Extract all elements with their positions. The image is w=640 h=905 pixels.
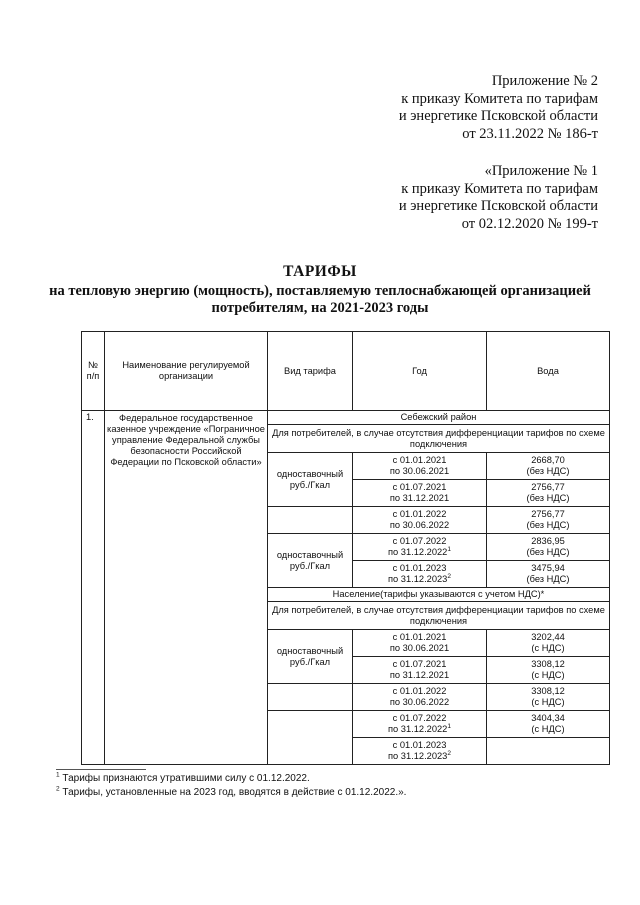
value-cell: 2668,70 (без НДС) xyxy=(487,453,610,480)
period-cell: с 01.01.2022 по 30.06.2022 xyxy=(353,507,487,534)
footnote-1: $^1$ Тарифы признаются утратившими силу с 01.12.2022. xyxy=(56,771,310,784)
tariff-type-cell: одноставочный руб./Гкал xyxy=(268,534,353,588)
header-year: Год xyxy=(353,332,487,411)
population-subheader: Для потребителей, в случае отсутствия дифференциации тарифов по схеме подключения xyxy=(268,602,610,630)
original-appendix-authority-line: и энергетике Псковской области xyxy=(398,198,598,214)
tariff-table xyxy=(81,331,610,765)
value-cell: 2756,77 (без НДС) xyxy=(487,507,610,534)
value-cell: 3404,34 (с НДС) xyxy=(487,711,610,738)
value-cell: 3308,12 (с НДС) xyxy=(487,657,610,684)
header-number: № п/п xyxy=(82,332,105,411)
tariff-type-cell-empty xyxy=(268,711,353,765)
consumers-header: Для потребителей, в случае отсутствия дифференциации тарифов по схеме подключения xyxy=(268,425,610,453)
appendix-authority-line: и энергетике Псковской области xyxy=(398,108,598,124)
population-header: Население(тарифы указываются с учетом НДС)* xyxy=(268,588,610,602)
appendix-header xyxy=(399,73,598,143)
district-name: Себежский район xyxy=(268,411,610,425)
appendix-date-line: от 23.11.2022 № 186-т xyxy=(462,125,598,142)
value-cell: 2836,95 (без НДС) xyxy=(487,534,610,561)
period-cell: с 01.07.2021 по 31.12.2021 xyxy=(353,657,487,684)
original-appendix-date-line: от 02.12.2020 № 199-т xyxy=(461,215,598,232)
appendix-title: Приложение № 2 xyxy=(491,73,598,89)
footnote-divider xyxy=(56,769,146,770)
period-cell: с 01.01.2021 по 30.06.2021 xyxy=(353,453,487,480)
appendix-order-line: к приказу Комитета по тарифам xyxy=(401,90,598,107)
tariff-type-cell: одноставочный руб./Гкал xyxy=(268,453,353,507)
document-subtitle-line-2: потребителям, на 2021-2023 годы xyxy=(211,300,429,316)
row-number: 1. xyxy=(82,411,105,765)
period-cell: с 01.01.2023 по 31.12.2023$^2$ xyxy=(353,561,487,588)
document-subtitle-line-1: на тепловую энергию (мощность), поставляемую теплоснабжающей организацией xyxy=(49,283,591,299)
period-cell: с 01.01.2022 по 30.06.2022 xyxy=(353,684,487,711)
tariff-type-cell: одноставочный руб./Гкал xyxy=(268,630,353,684)
period-cell: с 01.01.2023 по 31.12.2023$^2$ xyxy=(353,738,487,765)
value-cell: 3202,44 (с НДС) xyxy=(487,630,610,657)
tariff-type-cell-empty xyxy=(268,507,353,534)
original-appendix-order-line: к приказу Комитета по тарифам xyxy=(401,180,598,197)
period-cell: с 01.01.2021 по 30.06.2021 xyxy=(353,630,487,657)
original-appendix-title: «Приложение № 1 xyxy=(484,163,598,179)
period-cell: с 01.07.2021 по 31.12.2021 xyxy=(353,480,487,507)
table-header-row xyxy=(82,332,610,411)
tariff-type-cell-empty xyxy=(268,684,353,711)
header-tariff-type: Вид тарифа xyxy=(268,332,353,411)
footnote-2: $^2$ Тарифы, установленные на 2023 год, вводятся в действие с 01.12.2022.». xyxy=(56,785,407,798)
district-row xyxy=(82,411,610,425)
organization-name: Федеральное государственное казенное учреждение «Пограничное управление Федеральной службы безопасности Российской Федерации по Псковской области» xyxy=(105,411,268,765)
header-organization: Наименование регулируемой организации xyxy=(105,332,268,411)
value-cell xyxy=(487,738,610,765)
value-cell: 3308,12 (с НДС) xyxy=(487,684,610,711)
value-cell: 3475,94 (без НДС) xyxy=(487,561,610,588)
value-cell: 2756,77 (без НДС) xyxy=(487,480,610,507)
header-water: Вода xyxy=(487,332,610,411)
document-title: ТАРИФЫ xyxy=(283,263,357,280)
original-appendix-header xyxy=(399,163,598,233)
period-cell: с 01.07.2022 по 31.12.2022$^1$ xyxy=(353,534,487,561)
period-cell: с 01.07.2022 по 31.12.2022$^1$ xyxy=(353,711,487,738)
